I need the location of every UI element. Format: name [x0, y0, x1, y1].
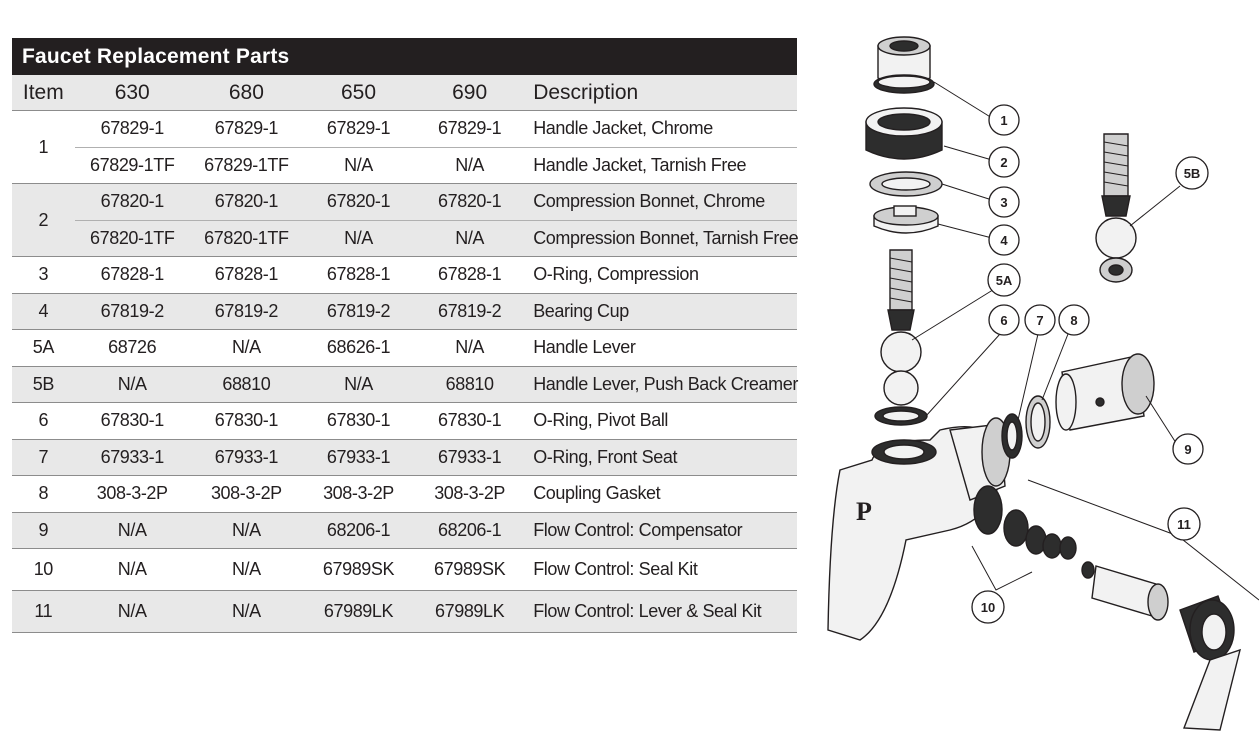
part-630-cell: 67829-1: [75, 111, 190, 148]
callout-9: [1173, 434, 1203, 464]
part-630-cell: 67933-1: [75, 439, 190, 476]
item-cell: 4: [12, 293, 75, 330]
column-header-690: 690: [414, 75, 525, 111]
item-cell: 8: [12, 476, 75, 513]
part-680-cell: 67820-1: [190, 184, 303, 221]
part-630-cell: 67830-1: [75, 403, 190, 440]
description-cell: Flow Control: Compensator: [525, 512, 797, 549]
description-cell: Compression Bonnet, Tarnish Free: [525, 220, 797, 257]
part-650-cell: 67830-1: [303, 403, 414, 440]
table-row: [12, 476, 797, 513]
part-680-cell: N/A: [190, 512, 303, 549]
compensator-part: [1056, 354, 1154, 430]
table-row: [12, 147, 797, 184]
part-650-cell: 68626-1: [303, 330, 414, 367]
callout-5a: [988, 264, 1020, 296]
part-680-cell: 67933-1: [190, 439, 303, 476]
part-690-cell: 67819-2: [414, 293, 525, 330]
part-690-cell: 67820-1: [414, 184, 525, 221]
part-650-cell: 67828-1: [303, 257, 414, 294]
callout-3: [989, 187, 1019, 217]
svg-text:6: 6: [1000, 313, 1008, 328]
part-650-cell: 67820-1: [303, 184, 414, 221]
part-650-cell: 67933-1: [303, 439, 414, 476]
part-630-cell: N/A: [75, 549, 190, 591]
faucet-exploded-diagram: [800, 0, 1259, 745]
part-690-cell: 67829-1: [414, 111, 525, 148]
table-row: [12, 366, 797, 403]
bearing-cup-part: [874, 206, 938, 233]
part-680-cell: 67819-2: [190, 293, 303, 330]
svg-text:5A: 5A: [995, 273, 1013, 288]
table-title-row: [12, 38, 797, 75]
svg-text:7: 7: [1036, 313, 1044, 328]
compression-bonnet-part: [866, 108, 942, 159]
item-cell: 5A: [12, 330, 75, 367]
parts-table-body: [12, 111, 797, 633]
item-cell: 2: [12, 184, 75, 257]
part-680-cell: N/A: [190, 330, 303, 367]
table-row: [12, 220, 797, 257]
part-680-cell: 68810: [190, 366, 303, 403]
table-row: [12, 549, 797, 591]
handle-lever-5a-part: [881, 250, 921, 405]
part-650-cell: N/A: [303, 220, 414, 257]
part-680-cell: N/A: [190, 549, 303, 591]
description-cell: Handle Lever, Push Back Creamer: [525, 366, 797, 403]
part-680-cell: 308-3-2P: [190, 476, 303, 513]
description-cell: Compression Bonnet, Chrome: [525, 184, 797, 221]
part-680-cell: 67830-1: [190, 403, 303, 440]
description-cell: Flow Control: Seal Kit: [525, 549, 797, 591]
callout-10: [972, 591, 1004, 623]
callout-7: [1025, 305, 1055, 335]
table-row: [12, 439, 797, 476]
callout-1: [989, 105, 1019, 135]
description-cell: Handle Jacket, Tarnish Free: [525, 147, 797, 184]
svg-text:4: 4: [1000, 233, 1008, 248]
svg-text:10: 10: [980, 600, 996, 615]
part-630-cell: 67820-1: [75, 184, 190, 221]
svg-text:3: 3: [1000, 195, 1008, 210]
part-650-cell: 67819-2: [303, 293, 414, 330]
part-630-cell: N/A: [75, 366, 190, 403]
item-cell: 1: [12, 111, 75, 184]
callout-2: [989, 147, 1019, 177]
callout-4: [989, 225, 1019, 255]
svg-text:9: 9: [1184, 442, 1192, 457]
part-690-cell: 67828-1: [414, 257, 525, 294]
part-650-cell: N/A: [303, 147, 414, 184]
item-cell: 7: [12, 439, 75, 476]
part-690-cell: N/A: [414, 220, 525, 257]
part-630-cell: N/A: [75, 591, 190, 633]
item-cell: 5B: [12, 366, 75, 403]
part-690-cell: 68206-1: [414, 512, 525, 549]
callout-6: [989, 305, 1019, 335]
part-650-cell: 67829-1: [303, 111, 414, 148]
part-690-cell: 67830-1: [414, 403, 525, 440]
description-cell: Bearing Cup: [525, 293, 797, 330]
part-690-cell: 67933-1: [414, 439, 525, 476]
part-650-cell: 308-3-2P: [303, 476, 414, 513]
svg-text:8: 8: [1070, 313, 1078, 328]
description-cell: Flow Control: Lever & Seal Kit: [525, 591, 797, 633]
part-630-cell: 67819-2: [75, 293, 190, 330]
description-cell: O-Ring, Compression: [525, 257, 797, 294]
part-630-cell: 67820-1TF: [75, 220, 190, 257]
part-630-cell: 67828-1: [75, 257, 190, 294]
part-690-cell: N/A: [414, 330, 525, 367]
column-header-680: 680: [190, 75, 303, 111]
table-row: [12, 512, 797, 549]
item-cell: 6: [12, 403, 75, 440]
description-cell: Coupling Gasket: [525, 476, 797, 513]
table-row: [12, 184, 797, 221]
callout-8: [1059, 305, 1089, 335]
seal-kit-part: [1004, 510, 1076, 559]
item-cell: 10: [12, 549, 75, 591]
table-row: [12, 257, 797, 294]
svg-text:1: 1: [1000, 113, 1008, 128]
table-row: [12, 403, 797, 440]
table-row: [12, 111, 797, 148]
table-header-row: [12, 75, 797, 111]
part-630-cell: N/A: [75, 512, 190, 549]
callout-11: [1168, 508, 1200, 540]
table-row: [12, 591, 797, 633]
faucet-parts-table: [12, 38, 797, 633]
column-header-description: Description: [525, 75, 797, 111]
handle-jacket-part: [874, 37, 934, 93]
callout-5b: [1176, 157, 1208, 189]
handle-lever-5b-part: [1096, 134, 1136, 282]
lever-seal-kit-part: [1082, 562, 1240, 730]
part-690-cell: N/A: [414, 147, 525, 184]
part-630-cell: 308-3-2P: [75, 476, 190, 513]
description-cell: Handle Jacket, Chrome: [525, 111, 797, 148]
description-cell: O-Ring, Pivot Ball: [525, 403, 797, 440]
part-680-cell: 67820-1TF: [190, 220, 303, 257]
column-header-650: 650: [303, 75, 414, 111]
item-cell: 11: [12, 591, 75, 633]
table-title: Faucet Replacement Parts: [12, 38, 797, 75]
part-630-cell: 68726: [75, 330, 190, 367]
part-690-cell: 67989SK: [414, 549, 525, 591]
svg-text:11: 11: [1177, 517, 1191, 532]
svg-text:5B: 5B: [1183, 166, 1201, 181]
item-cell: 3: [12, 257, 75, 294]
part-680-cell: 67829-1TF: [190, 147, 303, 184]
column-header-item: Item: [12, 75, 75, 111]
description-cell: O-Ring, Front Seat: [525, 439, 797, 476]
part-650-cell: 67989LK: [303, 591, 414, 633]
part-630-cell: 67829-1TF: [75, 147, 190, 184]
part-650-cell: 68206-1: [303, 512, 414, 549]
part-690-cell: 68810: [414, 366, 525, 403]
description-cell: Handle Lever: [525, 330, 797, 367]
part-650-cell: 67989SK: [303, 549, 414, 591]
part-650-cell: N/A: [303, 366, 414, 403]
table-row: [12, 330, 797, 367]
part-680-cell: N/A: [190, 591, 303, 633]
faucet-logo: P: [856, 497, 872, 526]
part-680-cell: 67829-1: [190, 111, 303, 148]
svg-text:2: 2: [1000, 155, 1008, 170]
column-header-630: 630: [75, 75, 190, 111]
table-row: [12, 293, 797, 330]
part-690-cell: 67989LK: [414, 591, 525, 633]
part-680-cell: 67828-1: [190, 257, 303, 294]
item-cell: 9: [12, 512, 75, 549]
part-690-cell: 308-3-2P: [414, 476, 525, 513]
